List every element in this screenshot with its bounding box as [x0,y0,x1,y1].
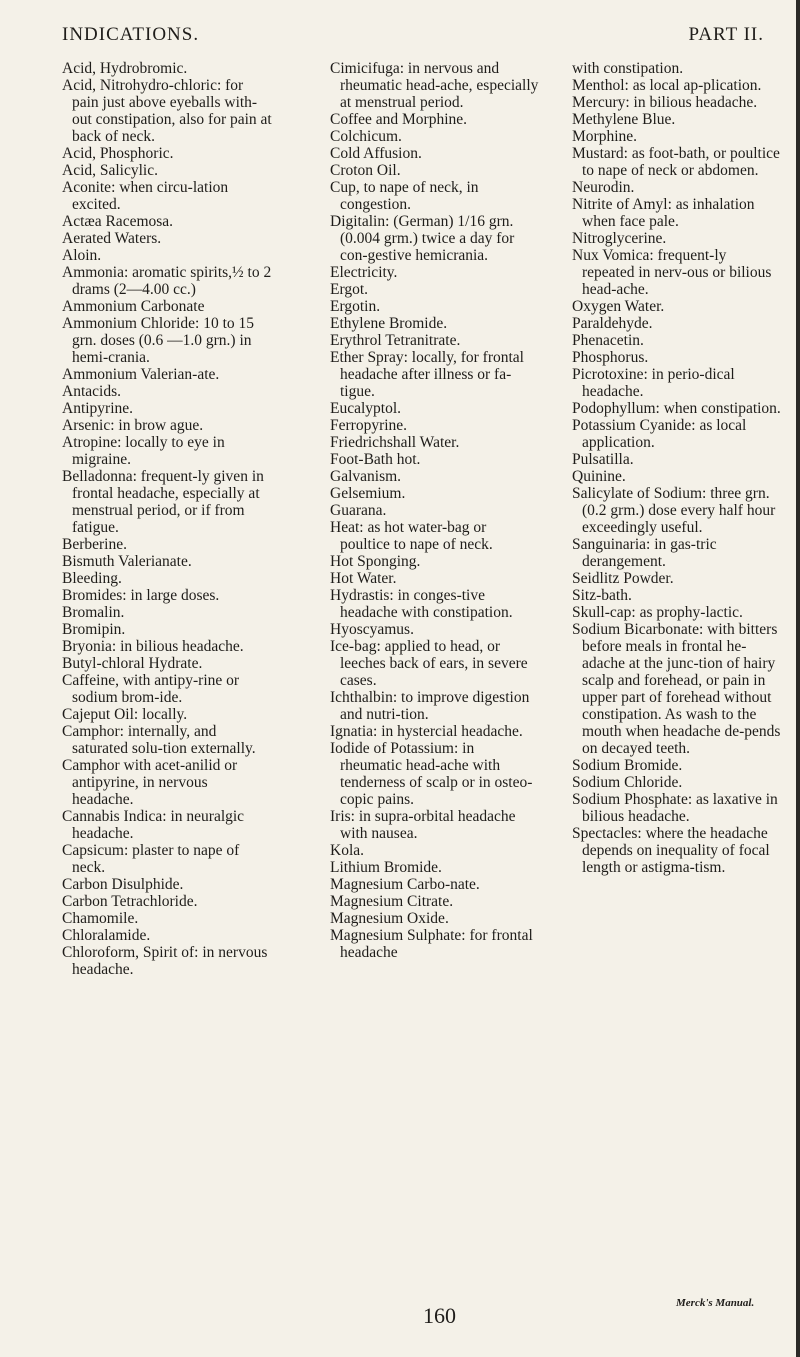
index-entry: Ammonia: aromatic spirits,½ to 2 drams (2—4.00 cc.) [62,264,272,298]
index-entry: Camphor: internally, and saturated solu-tion externally. [62,723,256,757]
index-entry: Chamomile. [62,910,139,927]
index-entry: Aerated Waters. [62,230,162,247]
index-entry: Foot-Bath hot. [330,451,421,468]
index-entry: Aconite: when circu-lation excited. [62,179,229,213]
index-entry: Cajeput Oil: locally. [62,706,188,723]
index-entry: Antacids. [62,383,121,400]
index-entry: Nitroglycerine. [572,230,667,247]
index-entry: Cold Affusion. [330,145,422,162]
index-entry: Heat: as hot water-bag or poultice to nape of neck. [330,519,493,553]
index-entry: Skull-cap: as prophy-lactic. [572,604,743,621]
index-entry: Colchicum. [330,128,402,145]
index-entry: Spectacles: where the headache depends on inequality of focal length or astigma-tism. [572,825,770,876]
index-entry: Sanguinaria: in gas-tric derangement. [572,536,717,570]
index-entry: Camphor with acet-anilid or antipyrine, in nervous headache. [62,757,238,808]
index-entry: Lithium Bromide. [330,859,442,876]
index-entry: Magnesium Citrate. [330,893,454,910]
index-entry: Oxygen Water. [572,298,665,315]
index-entry: Cannabis Indica: in neuralgic headache. [62,808,245,842]
index-entry: Hot Sponging. [330,553,421,570]
index-entry: Carbon Tetrachloride. [62,893,198,910]
index-entry: Bromalin. [62,604,125,621]
index-entry: Digitalin: (German) 1/16 grn. (0.004 grm.) twice a day for con-gestive hemicrania. [330,213,515,264]
index-entry: Guarana. [330,502,387,519]
index-entry: Magnesium Carbo-nate. [330,876,480,893]
index-entry: Methylene Blue. [572,111,676,128]
index-entry: Ammonium Chloride: 10 to 15 grn. doses (0.6 —1.0 grn.) in hemi-crania. [62,315,255,366]
index-entry: Ergot. [330,281,369,298]
index-entry: Seidlitz Powder. [572,570,674,587]
publisher-note: Merck's Manual. [676,1297,755,1309]
index-entry: Quinine. [572,468,626,485]
index-entry: Sodium Bicarbonate: with bitters before meals in frontal he-adache at the junc-tion of hairy scalp and forehead, or pain in upper part of forehead without constipation. As wash to the mouth when headache de-pends on decayed teeth. [572,621,781,757]
index-entry: Iris: in supra-orbital headache with nausea. [330,808,516,842]
index-entry: Phosphorus. [572,349,649,366]
index-entry: Hot Water. [330,570,397,587]
index-entry: Hydrastis: in conges-tive headache with constipation. [330,587,513,621]
index-entry: Acid, Salicylic. [62,162,158,179]
index-entry: Nitrite of Amyl: as inhalation when face pale. [572,196,755,230]
column-2 [330,60,540,961]
index-entry: Ammonium Valerian-ate. [62,366,220,383]
index-entry: Iodide of Potassium: in rheumatic head-ache with tenderness of scalp or in osteo-copic pains. [330,740,533,808]
index-entry: Sodium Phosphate: as laxative in bilious headache. [572,791,778,825]
index-entry: Friedrichshall Water. [330,434,460,451]
index-entry: Phenacetin. [572,332,644,349]
index-entry: Sitz-bath. [572,587,632,604]
index-entry: with constipation. [572,60,684,77]
index-entry: Belladonna: frequent-ly given in frontal headache, especially at menstrual period, or if from fatigue. [62,468,264,536]
index-entry: Ice-bag: applied to head, or leeches back of ears, in severe cases. [330,638,528,689]
column-3 [572,60,782,876]
index-entry: Kola. [330,842,365,859]
index-entry: Sodium Bromide. [572,757,683,774]
index-entry: Butyl-chloral Hydrate. [62,655,203,672]
index-entry: Ergotin. [330,298,381,315]
index-entry: Picrotoxine: in perio-dical headache. [572,366,735,400]
index-entry: Mustard: as foot-bath, or poultice to nape of neck or abdomen. [572,145,780,179]
running-head-left: INDICATIONS. [62,24,200,45]
index-entry: Bryonia: in bilious headache. [62,638,244,655]
index-entry: Berberine. [62,536,127,553]
index-entry: Cup, to nape of neck, in congestion. [330,179,479,213]
index-entry: Potassium Cyanide: as local application. [572,417,747,451]
index-entry: Carbon Disulphide. [62,876,184,893]
index-entry: Salicylate of Sodium: three grn. (0.2 grm.) dose every half hour exceedingly useful. [572,485,776,536]
index-entry: Aloin. [62,247,102,264]
index-entry: Mercury: in bilious headache. [572,94,758,111]
index-entry: Caffeine, with antipy-rine or sodium brom-ide. [62,672,240,706]
index-entry: Actæa Racemosa. [62,213,174,230]
index-entry: Ethylene Bromide. [330,315,448,332]
index-entry: Bromipin. [62,621,126,638]
column-1 [62,60,272,978]
index-entry: Bromides: in large doses. [62,587,220,604]
page-number: 160 [423,1303,456,1328]
index-entry: Croton Oil. [330,162,401,179]
index-entry: Chloralamide. [62,927,151,944]
running-head-right: PART II. [688,24,764,45]
index-entry: Antipyrine. [62,400,134,417]
index-entry: Menthol: as local ap-plication. [572,77,762,94]
index-entry: Sodium Chloride. [572,774,683,791]
index-entry: Magnesium Oxide. [330,910,449,927]
index-entry: Erythrol Tetranitrate. [330,332,461,349]
index-entry: Eucalyptol. [330,400,402,417]
index-entry: Acid, Hydrobromic. [62,60,188,77]
index-entry: Magnesium Sulphate: for frontal headache [330,927,533,961]
index-entry: Capsicum: plaster to nape of neck. [62,842,240,876]
index-entry: Coffee and Morphine. [330,111,468,128]
index-entry: Ammonium Carbonate [62,298,205,315]
index-entry: Ferropyrine. [330,417,408,434]
index-entry: Morphine. [572,128,638,145]
index-entry: Ether Spray: locally, for frontal headache after illness or fa-tigue. [330,349,524,400]
index-entry: Pulsatilla. [572,451,634,468]
index-entry: Ignatia: in hystercial headache. [330,723,523,740]
index-entry: Nux Vomica: frequent-ly repeated in nerv-ous or bilious head-ache. [572,247,772,298]
index-entry: Galvanism. [330,468,402,485]
index-entry: Bismuth Valerianate. [62,553,192,570]
index-entry: Chloroform, Spirit of: in nervous headache. [62,944,268,978]
index-entry: Arsenic: in brow ague. [62,417,204,434]
index-entry: Neurodin. [572,179,635,196]
index-entry: Atropine: locally to eye in migraine. [62,434,225,468]
index-entry: Acid, Phosphoric. [62,145,174,162]
index-entry: Hyoscyamus. [330,621,414,638]
index-entry: Ichthalbin: to improve digestion and nutri-tion. [330,689,530,723]
index-entry: Podophyllum: when constipation. [572,400,781,417]
index-entry: Bleeding. [62,570,122,587]
page-edge [796,0,800,1357]
index-entry: Paraldehyde. [572,315,653,332]
index-entry: Gelsemium. [330,485,406,502]
index-entry: Electricity. [330,264,398,281]
index-entry: Acid, Nitrohydro-chloric: for pain just above eyeballs with-out constipation, also for pain at back of neck. [62,77,272,145]
index-entry: Cimicifuga: in nervous and rheumatic head-ache, especially at menstrual period. [330,60,539,111]
